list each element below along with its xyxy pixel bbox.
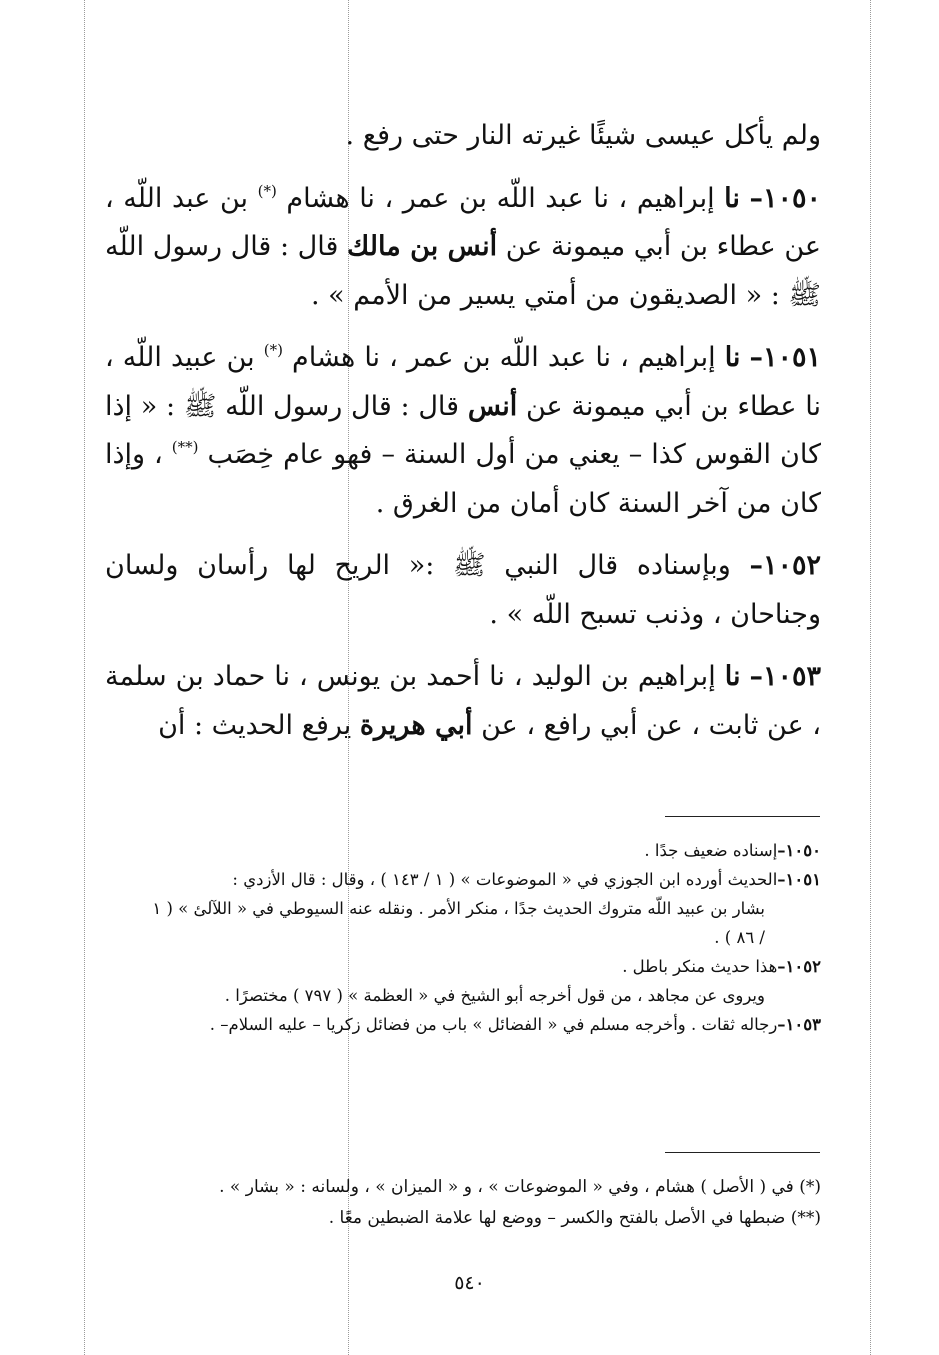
- editor-footnotes: [105, 1172, 821, 1234]
- footnote-1: [105, 1172, 821, 1203]
- note-1050: [105, 836, 821, 865]
- left-dotted-margin-line: [84, 0, 85, 1355]
- hadith-number: ١٠٥٢–: [749, 550, 821, 581]
- hadith-1051: [105, 334, 821, 528]
- right-dotted-margin-line: [870, 0, 871, 1355]
- footnote-mark: (*): [799, 1177, 821, 1197]
- note-text: / ٨٦ ) .: [714, 928, 765, 947]
- footnote-2: [105, 1203, 821, 1234]
- hadith-text: قال : قال رسول اللّه ﷺ : « الصديقون من أمتي يسير من الأمم » .: [105, 231, 821, 311]
- footnote-text: ضبطها في الأصل بالفتح والكسر – ووضع لها علامة الضبطين معًا .: [328, 1208, 786, 1228]
- footnote-marker: (*): [263, 341, 283, 359]
- note-1053: [105, 1010, 821, 1039]
- intro-paragraph: [105, 112, 821, 161]
- notes-separator: [665, 816, 820, 817]
- hadith-1053: [105, 653, 821, 750]
- footnote-text: في ( الأصل ) هشام ، وفي « الموضوعات » ، و « الميزان » ، ولسانه : « بشار » .: [219, 1177, 794, 1197]
- note-number: ١٠٥٣–: [777, 1015, 821, 1034]
- hadith-text: بن عبد اللّه ، عن عطاء بن أبي ميمونة عن: [105, 182, 822, 262]
- note-number: ١٠٥٢–: [777, 957, 821, 976]
- note-text: ويروى عن مجاهد ، من قول أخرجه أبو الشيخ في « العظمة » ( ٧٩٧ ) مختصرًا .: [224, 986, 765, 1005]
- footnotes-separator: [665, 1152, 820, 1153]
- narration-marker: نا: [724, 342, 741, 373]
- hadith-text: قال : قال رسول اللّه ﷺ : « إذا كان القوس كذا – يعني من أول السنة – فهو عام خِصَب: [105, 390, 821, 470]
- hadith-number: ١٠٥٣–: [749, 661, 821, 692]
- hadith-number: ١٠٥١–: [749, 342, 822, 373]
- note-number: ١٠٥١–: [777, 870, 821, 889]
- footnote-marker: (**): [171, 438, 199, 456]
- hadith-1050: [105, 175, 821, 321]
- note-text: بشار بن عبيد اللّه متروك الحديث جدًا ، منكر الأمر . ونقله عنه السيوطي في « اللآلئ » ( ١: [152, 899, 765, 918]
- narration-marker: نا: [724, 661, 741, 692]
- hadith-number: ١٠٥٠–: [749, 182, 821, 214]
- note-1051: [105, 865, 821, 952]
- note-text: هذا حديث منكر باطل .: [622, 957, 778, 976]
- footnote-marker: (*): [257, 181, 277, 200]
- hadith-text: وبإسناده قال النبي ﷺ :« الريح لها رأسان ولسان وجناحان ، وذنب تسبح اللّه » .: [105, 550, 821, 630]
- takhrij-notes: [105, 836, 821, 1039]
- companion-name: أبي هريرة: [359, 709, 473, 741]
- hadith-text: إبراهيم بن الوليد ، نا أحمد بن يونس ، نا حماد بن سلمة ، عن ثابت ، عن أبي رافع ، عن: [105, 661, 821, 741]
- companion-name: أنس: [467, 390, 518, 422]
- footnote-mark: (**): [790, 1208, 821, 1228]
- note-1052: [105, 952, 821, 1010]
- hadith-text: ، وإذا كان من آخر السنة كان أمان من الغرق .: [105, 439, 821, 519]
- note-text: الحديث أورده ابن الجوزي في « الموضوعات » ( ١ / ١٤٣ ) ، وقال : قال الأزدي :: [232, 870, 778, 889]
- main-text: [105, 112, 821, 750]
- hadith-text: إبراهيم ، نا عبد اللّه بن عمر ، نا هشام: [292, 342, 716, 373]
- hadith-text: يرفع الحديث : أن: [158, 709, 352, 741]
- hadith-1052: [105, 542, 821, 639]
- note-text: رجاله ثقات . وأخرجه مسلم في « الفضائل » باب من فضائل زكريا – عليه السلام– .: [209, 1015, 778, 1034]
- companion-name: أنس بن مالك: [347, 231, 498, 262]
- hadith-text: بن عبيد اللّه ، نا عطاء بن أبي ميمونة عن: [105, 342, 821, 422]
- note-number: ١٠٥٠–: [777, 841, 821, 860]
- hadith-text: إبراهيم ، نا عبد اللّه بن عمر ، نا هشام: [286, 182, 715, 214]
- intro-text: ولم يأكل عيسى شيئًا غيرته النار حتى رفع .: [345, 120, 821, 151]
- note-text: إسناده ضعيف جدًا .: [644, 841, 778, 860]
- page-number: ٥٤٠: [454, 1272, 485, 1294]
- narration-marker: نا: [724, 182, 740, 214]
